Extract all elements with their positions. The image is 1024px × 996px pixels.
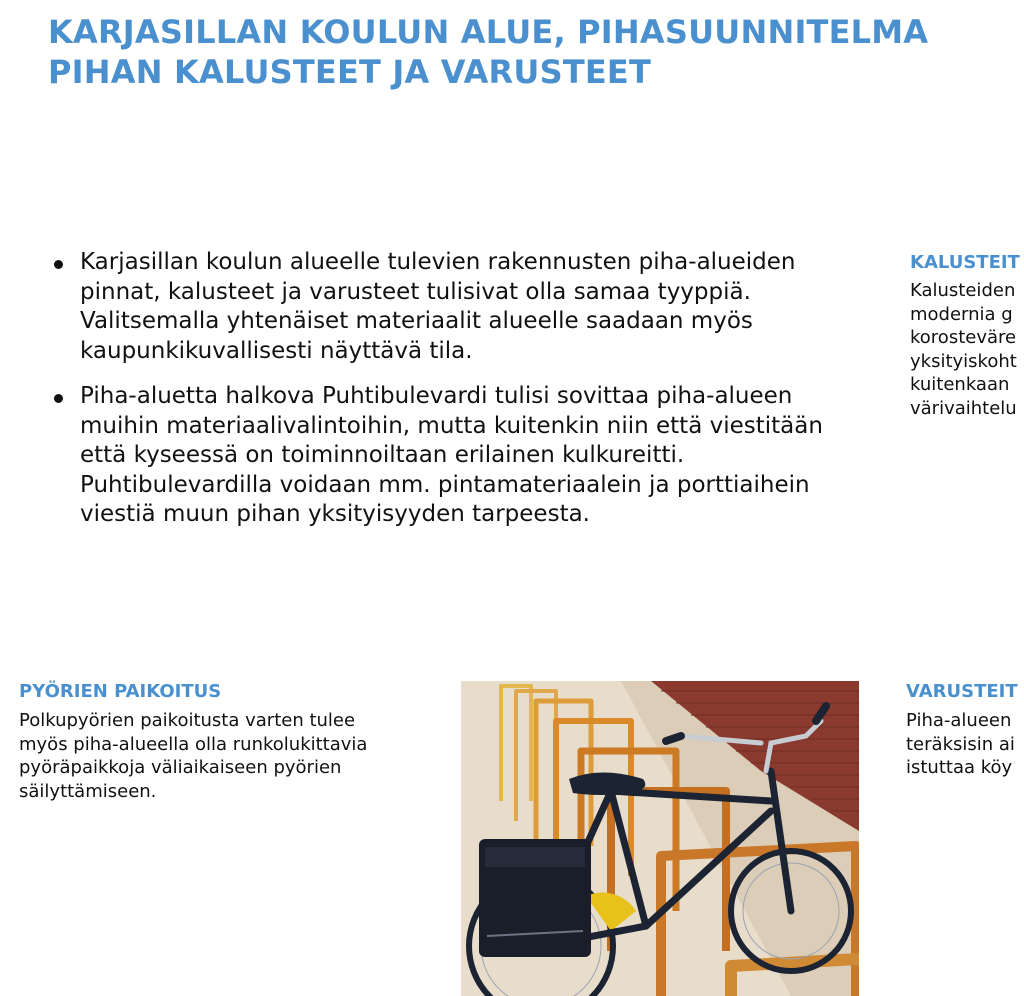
bike-parking-text-line: myös piha-alueella olla runkolukittavia [19, 733, 368, 755]
furniture-text-line: kuitenkaan [910, 374, 1010, 395]
bullet-text-line: kaupunkikuvallisesti näyttävä tila. [80, 337, 473, 364]
furniture-text-line: yksityiskoht [910, 350, 1017, 372]
bullet-text-line: Puhtibulevardilla voidaan mm. pintamateriaalein ja porttiaihein [80, 471, 810, 498]
bullet-dot-icon [54, 394, 63, 403]
bullet-text-line: muihin materiaalivalintoihin, mutta kuitenkin niin että viestitään [80, 412, 823, 439]
bullet-text-line: viestiä muun pihan yksityisyyden tarpeesta. [80, 501, 590, 527]
furniture-heading: KALUSTEIT [910, 252, 1020, 273]
bullet-item [50, 248, 870, 366]
bike-parking-text-line: pyöräpaikkoja väliaikaiseen pyörien [19, 757, 342, 778]
furniture-text-line: värivaihtelu [910, 397, 1017, 419]
bike-parking-text-line: Polkupyörien paikoitusta varten tulee [19, 710, 356, 731]
bicycle-rack-photo [461, 681, 859, 996]
title-line: KARJASILLAN KOULUN ALUE, PIHASUUNNITELMA [48, 13, 929, 51]
furniture-text [910, 279, 1017, 420]
equipment-text [906, 709, 1015, 780]
furniture-text-line: korosteväre [910, 327, 1017, 348]
bullet-dot-icon [54, 260, 63, 269]
bike-parking-text [19, 709, 367, 803]
equipment-text-line: teräksisin ai [906, 733, 1015, 755]
bullet-text-line: Valitsemalla yhtenäiset materiaalit alueelle saadaan myös [80, 308, 753, 334]
equipment-text-line: istuttaa köy [906, 757, 1013, 778]
page-title [48, 12, 928, 92]
bullet-text-line: Piha-aluetta halkova Puhtibulevardi tulisi sovittaa piha-alueen [80, 383, 793, 409]
bike-parking-text-line: säilyttämiseen. [19, 780, 157, 802]
furniture-text-line: Kalusteiden [910, 280, 1016, 301]
bullet-item [50, 382, 870, 530]
bullet-text-line: että kyseessä on toiminnoiltaan erilainen kulkureitti. [80, 442, 685, 468]
bike-parking-heading: PYÖRIEN PAIKOITUS [19, 681, 222, 702]
title-line: PIHAN KALUSTEET JA VARUSTEET [48, 53, 652, 91]
equipment-text-line: Piha-alueen [906, 710, 1012, 731]
pannier-flap [485, 847, 585, 867]
grip-left [666, 736, 681, 741]
furniture-text-line: modernia g [910, 303, 1013, 325]
equipment-heading: VARUSTEIT [906, 681, 1018, 702]
bullet-text-line: pinnat, kalusteet ja varusteet tulisivat olla samaa tyyppiä. [80, 278, 751, 305]
bicycle-rack-illustration [461, 681, 859, 996]
main-bullet-list [50, 248, 870, 546]
bullet-text-line: Karjasillan koulun alueelle tulevien rakennusten piha-alueiden [80, 249, 796, 275]
